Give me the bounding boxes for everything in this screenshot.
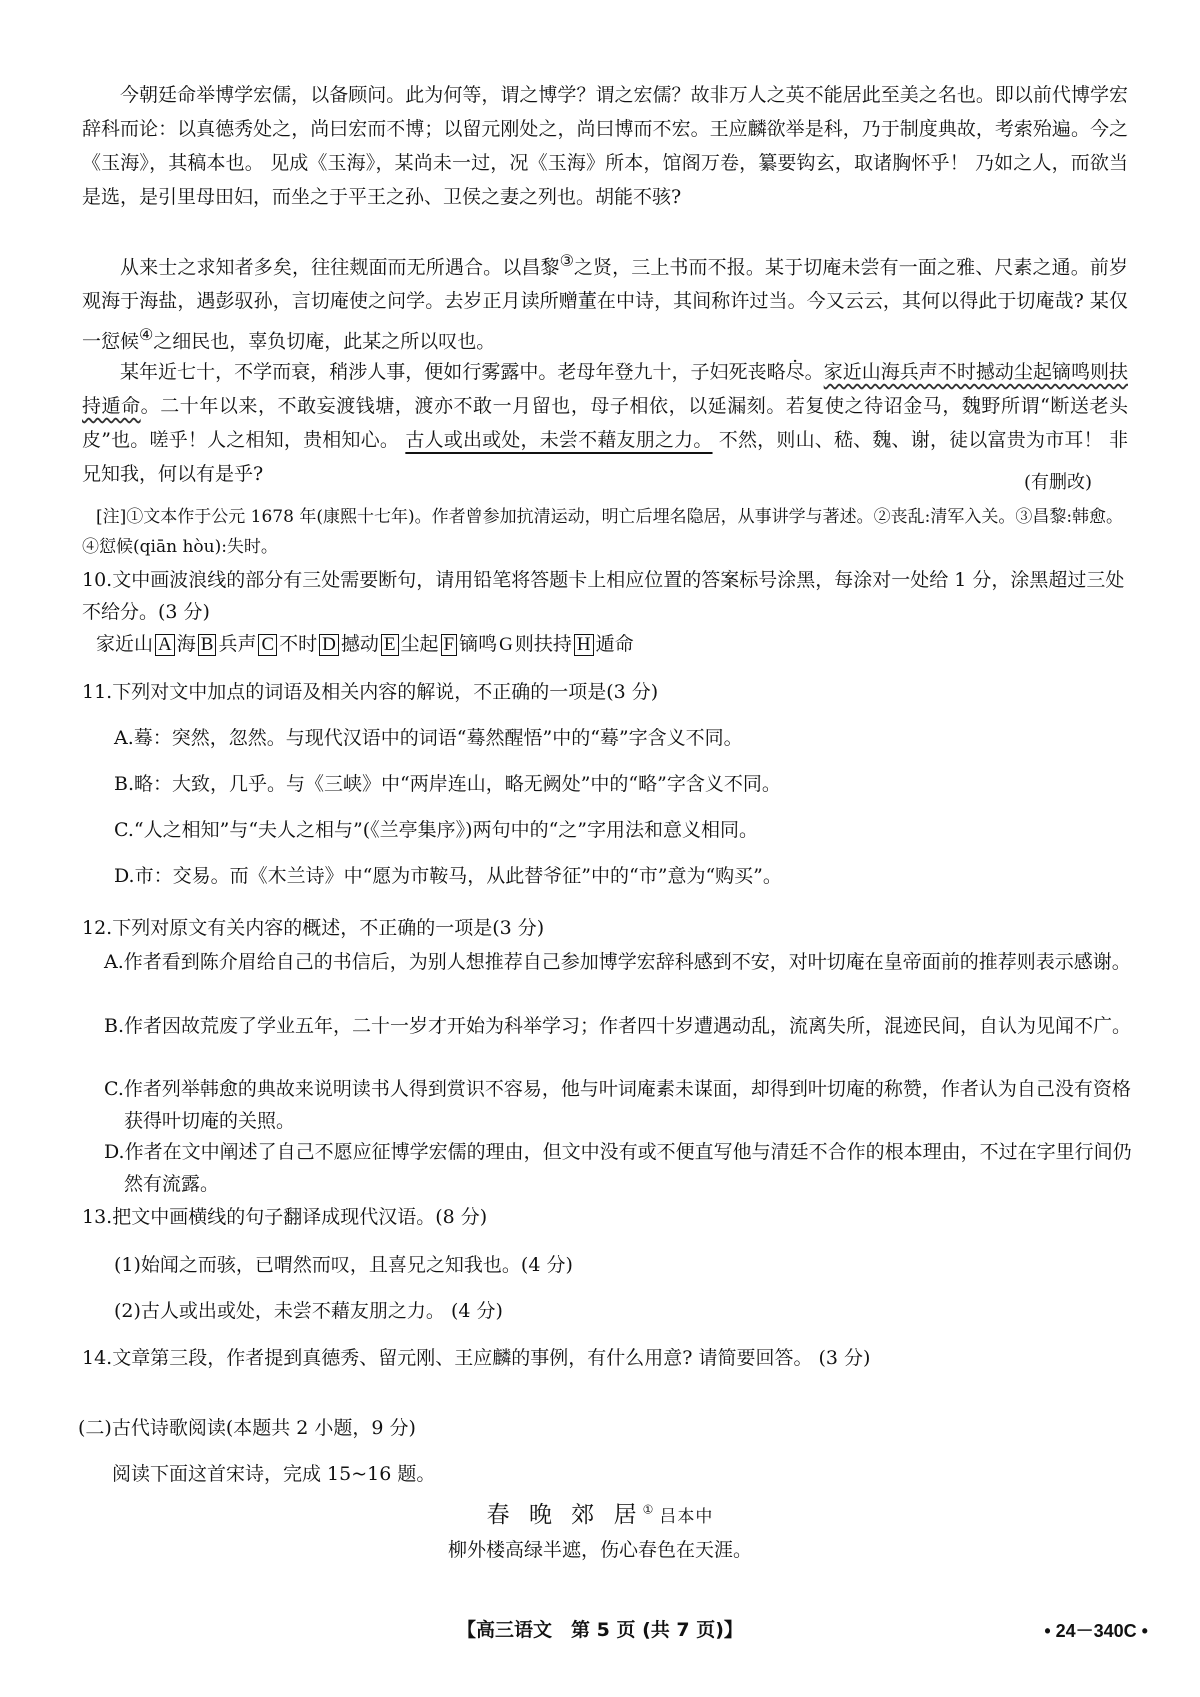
question-12-option-a[interactable]: A.作者看到陈介眉给自己的书信后，为别人想推荐自己参加博学宏辞科感到不安，对叶切庵在皇帝面前的推荐则表示感谢。 — [104, 951, 1131, 973]
answer-box-h[interactable]: H — [574, 634, 594, 656]
question-11-option-d[interactable]: D.市：交易。而《木兰诗》中“愿为市鞍马，从此替爷征”中的“市”意为“购买”。 — [114, 865, 782, 887]
paragraph-3-part-b: 尽。 — [785, 361, 824, 383]
answer-box-b[interactable]: B — [198, 634, 217, 656]
source-note: (有删改) — [1023, 472, 1092, 493]
note-ref-4: ④ — [139, 325, 154, 345]
exam-code: • 24－340C • — [1044, 1621, 1148, 1641]
answer-box-e[interactable]: E — [381, 634, 399, 656]
answer-mark-g[interactable]: G — [499, 634, 513, 655]
passage-paragraph-2 — [82, 244, 1128, 359]
segment-text: 兵声 — [218, 633, 257, 655]
question-14-stem: 14.文章第三段，作者提到真德秀、留元刚、王应麟的事例，有什么用意? 请简要回答。 (3 分) — [82, 1347, 871, 1369]
paragraph-3-part-c: 。二十年以来，不敢妄渡钱塘，渡亦不敢一月留也，母子相依，以延漏刻。若复使之待诏金马，魏野所谓“断送老头皮”也。嗟乎！人之相知，贵相知心。 — [82, 395, 1128, 451]
poem-title — [0, 1496, 1200, 1529]
question-11-option-b[interactable]: B.略：大致，几乎。与《三峡》中“两岸连山，略无阙处”中的“略”字含义不同。 — [114, 773, 781, 795]
question-13-stem: 13.把文中画横线的句子翻译成现代汉语。(8 分) — [82, 1206, 488, 1228]
paragraph-2-part-c: 之细民也，辜负切庵，此某之所以叹也。 — [153, 330, 496, 353]
poem-line-1: 柳外楼高绿半遮，伤心春色在天涯。 — [447, 1539, 752, 1561]
question-13-sentence-2: (2)古人或出或处，未尝不藉友朋之力。 (4 分) — [114, 1300, 503, 1322]
answer-box-f[interactable]: F — [441, 634, 458, 656]
section-2-title: (二)古代诗歌阅读(本题共 2 小题，9 分) — [78, 1417, 416, 1439]
question-11-option-a[interactable]: A.蓦：突然，忽然。与现代汉语中的词语“蓦然醒悟”中的“蓦”字含义不同。 — [114, 727, 743, 749]
paragraph-3-part-a: 某年近七十，不学而衰，稍涉人事，便如行雾露中。老母年登九十，子妇死丧 — [120, 361, 767, 383]
question-11-stem: 11.下列对文中加点的词语及相关内容的解说，不正确的一项是(3 分) — [82, 681, 659, 703]
paragraph-2-part-b: 之贤，三上书而不报。某于切庵未尝有一面之雅、尺素之通。前岁观海于海盐，遇彭驭孙，言切庵使之问学。去岁正月读所赠董在中诗，其间称许过当。今又云云，其何以得此于切庵哉? 某仅一愆候 — [82, 256, 1128, 353]
question-12-option-d[interactable]: D.作者在文中阐述了自己不愿应征博学宏儒的理由，但文中没有或不便直写他与清廷不合作的根本理由，不过在字里行间仍然有流露。 — [104, 1141, 1132, 1195]
question-11-option-c[interactable]: C.“人之相知”与“夫人之相与”(《兰亭集序》)两句中的“之”字用法和意义相同。 — [114, 819, 759, 841]
section-2-intro: 阅读下面这首宋诗，完成 15~16 题。 — [112, 1463, 436, 1485]
passage-paragraph-3 — [82, 355, 1128, 491]
poem-author: 吕本中 — [659, 1507, 714, 1527]
poem-note-ref: ① — [642, 1502, 654, 1517]
wavy-underlined-text: 家近山海兵声不时撼动尘起镝鸣则扶持遁命 — [82, 361, 1128, 417]
question-13-sentence-1: (1)始闻之而骇，已喟然而叹，且喜兄之知我也。(4 分) — [114, 1254, 573, 1276]
page-footer: 【高三语文 第 5 页 (共 7 页)】 — [457, 1619, 743, 1641]
segment-text: 尘起 — [400, 633, 439, 655]
segment-text: 镝鸣 — [459, 633, 498, 655]
paragraph-2-part-a: 从来士之求知者多矣，往往觌面而无所遇合。以昌黎 — [120, 256, 560, 279]
question-12-option-c[interactable]: C.作者列举韩愈的典故来说明读书人得到赏识不容易，他与叶词庵素未谋面，却得到叶切庵的称赞，作者认为自己没有资格获得叶切庵的关照。 — [104, 1078, 1131, 1132]
segment-text: 海 — [176, 633, 196, 655]
dotted-word: 略 — [766, 361, 786, 383]
question-12-stem: 12.下列对原文有关内容的概述，不正确的一项是(3 分) — [82, 917, 545, 939]
note-ref-3: ③ — [559, 251, 574, 270]
question-10-stem: 10.文中画波浪线的部分有三处需要断句，请用铅笔将答题卡上相应位置的答案标号涂黑，每涂对一处给 1 分，涂黑超过三处不给分。(3 分) — [82, 569, 1125, 623]
poem-title-text: 春 晚 郊 居 — [486, 1502, 643, 1528]
segment-text: 则扶持 — [514, 633, 572, 655]
segment-text: 不时 — [279, 633, 318, 655]
underlined-sentence: 古人或出或处，未尝不藉友朋之力。 — [405, 429, 713, 451]
answer-box-c[interactable]: C — [258, 634, 277, 656]
passage-paragraph-1: 今朝廷命举博学宏儒，以备顾问。此为何等，谓之博学？谓之宏儒？故非万人之英不能居此至美之名也。即以前代博学宏辞科而论：以真德秀处之，尚曰宏而不博；以留元刚处之，尚曰博而不宏。王应麟欲举是科，乃于制度典故，考索殆遍。今之《玉海》，其稿本也。 见成《玉海》，某尚未一过，况《玉海》所本，馆阁万卷，纂要钩玄，取诸胸怀乎！ 乃如之人，而欲当是选，是引里母田妇，而坐之于平王之孙、卫侯之妻之列也。胡能不骇? — [82, 84, 1128, 208]
answer-box-d[interactable]: D — [319, 634, 339, 656]
segment-text: 家近山 — [96, 633, 154, 655]
question-10-segments — [96, 629, 634, 660]
paragraph-3-part-d: 不然，则山、嵇、魏、谢，徒以富贵为市耳！ 非兄知我，何以有是乎? — [82, 429, 1128, 485]
footnotes: [注]①文本作于公元 1678 年(康熙十七年)。作者曾参加抗清运动，明亡后埋名隐居，从事讲学与著述。②丧乱:清军入关。③昌黎:韩愈。④愆候(qiān hòu):失时。 — [82, 507, 1124, 557]
answer-box-a[interactable]: A — [155, 634, 175, 656]
segment-text: 撼动 — [340, 633, 379, 655]
segment-text: 遁命 — [595, 633, 634, 655]
question-12-option-b[interactable]: B.作者因故荒废了学业五年，二十一岁才开始为科举学习；作者四十岁遭遇动乱，流离失所，混迹民间，自认为见闻不广。 — [104, 1015, 1132, 1037]
